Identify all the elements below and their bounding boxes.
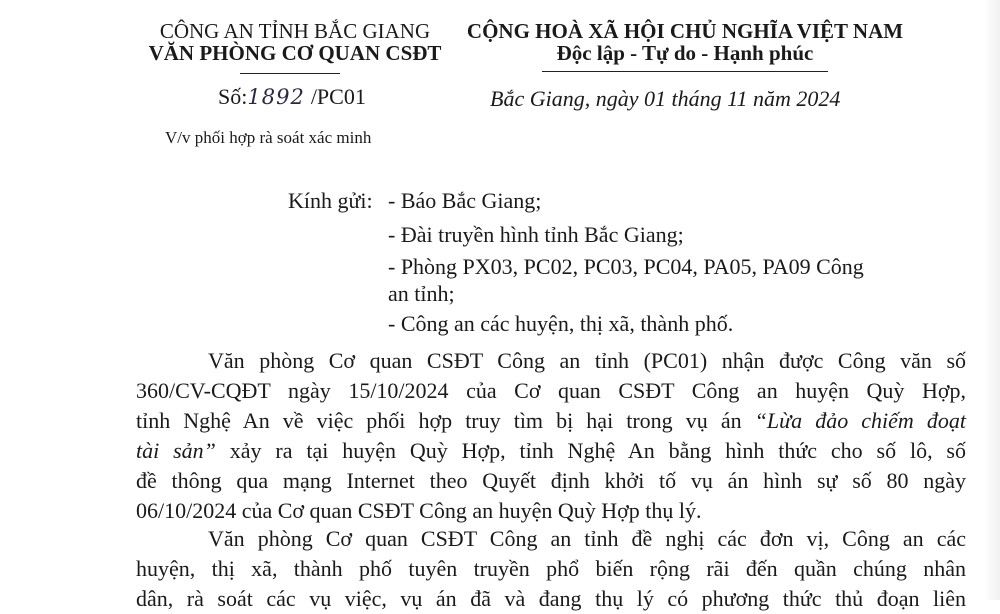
paragraph-line: đề thông qua mạng Internet theo Quyết định khởi tố vụ án hình sự số 80 ngày [136, 468, 966, 493]
recipient-item: - Đài truyền hình tỉnh Bắc Giang; [388, 222, 684, 247]
paragraph-text: xảy ra tại huyện Quỳ Hợp, tỉnh Nghệ An bằng hình thức cho số lô, số [215, 438, 966, 463]
case-name-italic: tài sản” [136, 438, 216, 463]
agency-underline [240, 73, 340, 74]
case-name-italic: “Lừa đảo chiếm đoạt [754, 408, 966, 433]
document-number [218, 84, 366, 110]
recipient-item: - Báo Bắc Giang; [388, 188, 542, 213]
recipient-item: - Phòng PX03, PC02, PC03, PC04, PA05, PA09 Công [388, 254, 864, 279]
motto-underline [542, 71, 828, 72]
body-paragraph-1 [136, 346, 966, 526]
recipient-item-continuation: an tỉnh; [388, 281, 455, 306]
national-header [455, 20, 915, 64]
paragraph-line: huyện, thị xã, thành phố tuyên truyền phổ biến rộng rãi đến quần chúng nhân [136, 556, 966, 581]
issue-date: Bắc Giang, ngày 01 tháng 11 năm 2024 [490, 86, 841, 111]
national-title: CỘNG HOÀ XÃ HỘI CHỦ NGHĨA VIỆT NAM [466, 19, 904, 43]
agency-header [135, 20, 455, 64]
recipient-item: - Công an các huyện, thị xã, thành phố. [388, 311, 734, 336]
paragraph-line [136, 406, 966, 436]
document-number-prefix: Số: [218, 84, 248, 109]
paragraph-line: dân, rà soát các vụ việc, vụ án đã và đang thụ lý có phương thức thủ đoạn liên [136, 586, 966, 611]
recipients-label: Kính gửi: [288, 188, 373, 213]
handwritten-number: 1892 [247, 85, 305, 109]
paragraph-line: 06/10/2024 của Cơ quan CSĐT Công an huyện Quỳ Hợp thụ lý. [136, 498, 702, 523]
paragraph-line: Văn phòng Cơ quan CSĐT Công an tỉnh đề nghị các đơn vị, Công an các [208, 526, 966, 551]
document-subject: V/v phối hợp rà soát xác minh [165, 128, 372, 147]
agency-name-line2: VĂN PHÒNG CƠ QUAN CSĐT [148, 41, 442, 65]
paragraph-text: tỉnh Nghệ An về việc phối hợp truy tìm bị hại trong vụ án [136, 408, 755, 433]
document-number-suffix: /PC01 [310, 84, 366, 109]
paragraph-line: 360/CV-CQĐT ngày 15/10/2024 của Cơ quan CSĐT Công an huyện Quỳ Hợp, [136, 378, 966, 403]
paragraph-line: Văn phòng Cơ quan CSĐT Công an tỉnh (PC01) nhận được Công văn số [208, 348, 966, 373]
paragraph-line [136, 436, 966, 466]
national-motto: Độc lập - Tự do - Hạnh phúc [556, 41, 814, 65]
agency-name-line1: CÔNG AN TỈNH BẮC GIANG [159, 19, 431, 43]
body-paragraph-2 [136, 524, 966, 614]
page-edge-shadow [984, 0, 1000, 600]
